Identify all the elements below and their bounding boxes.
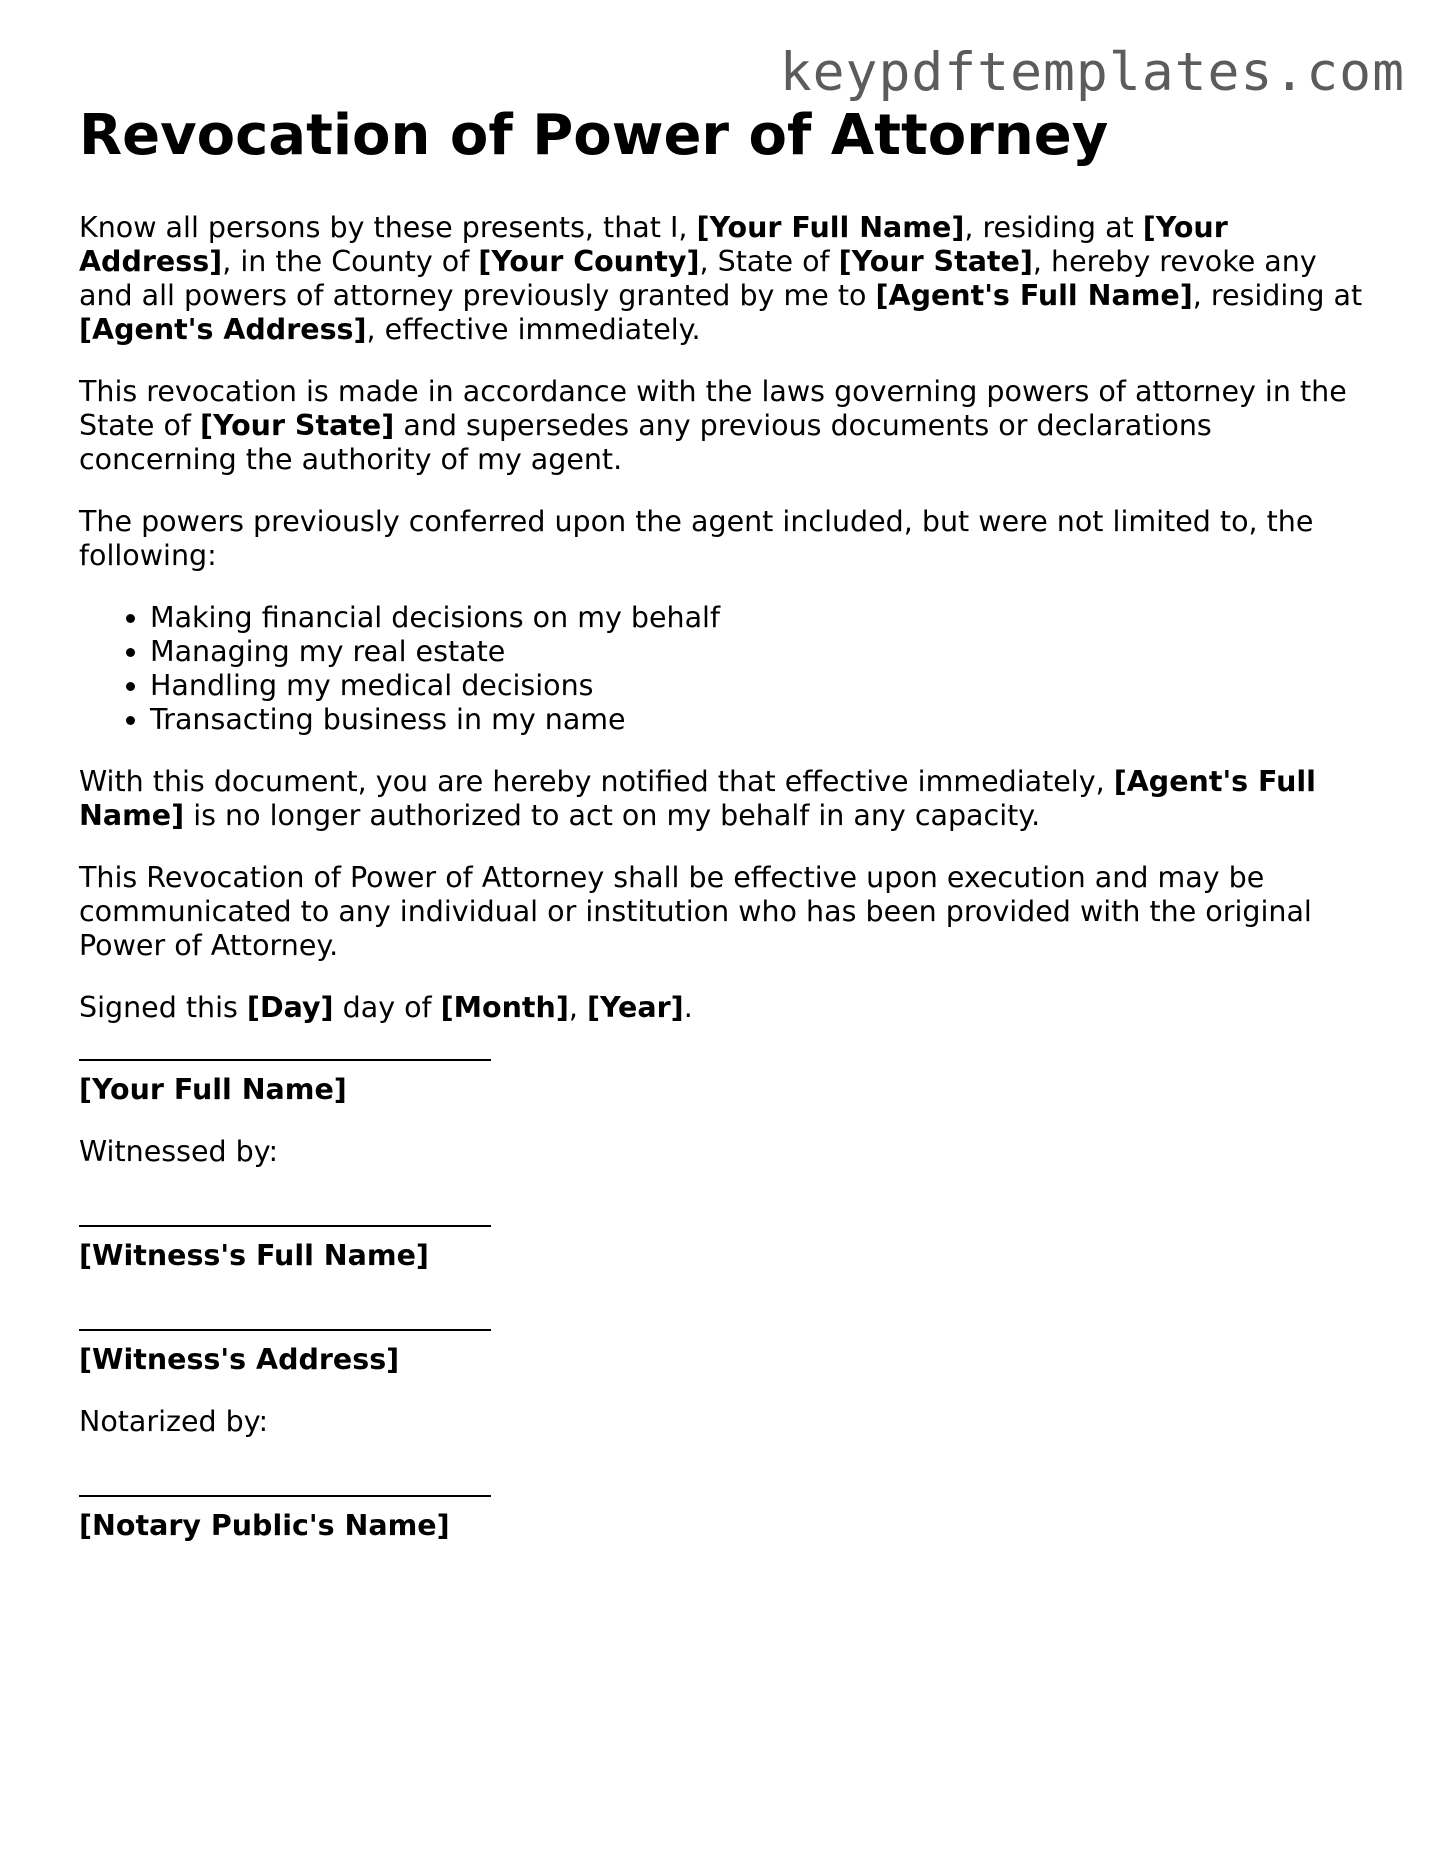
text: . — [683, 991, 693, 1025]
witness-address-block — [79, 1329, 1369, 1377]
state-placeholder: [Your State] — [200, 409, 395, 443]
signature-line[interactable] — [79, 1225, 491, 1227]
signature-line[interactable] — [79, 1059, 491, 1061]
signature-line[interactable] — [79, 1329, 491, 1331]
notary-block — [79, 1495, 1369, 1543]
text: With this document, you are hereby notified that effective immediately, — [79, 765, 1114, 799]
effective-paragraph: This Revocation of Power of Attorney shall be effective upon execution and may be communicated to any individual or institution who has been provided with the original Power of Attorney. — [79, 861, 1312, 963]
powers-list — [79, 601, 1369, 737]
text: and supersedes any previous documents or declarations concerning the authority of my agent. — [79, 409, 1212, 477]
principal-signature-block — [79, 1059, 1369, 1107]
witness-name-label: [Witness's Full Name] — [79, 1239, 429, 1273]
text: , residing at — [1192, 279, 1363, 313]
notification-paragraph — [79, 765, 1369, 833]
notarized-by-label: Notarized by: — [79, 1405, 269, 1439]
text: , residing at — [964, 211, 1143, 245]
agent-name-placeholder: [Agent's Full Name] — [875, 279, 1193, 313]
text: Signed this — [79, 991, 247, 1025]
text: day of — [333, 991, 441, 1025]
month-placeholder: [Month] — [440, 991, 569, 1025]
text: This revocation is made in accordance with the laws governing powers of attorney in the State of — [79, 375, 1347, 443]
day-placeholder: [Day] — [246, 991, 334, 1025]
state-placeholder: [Your State] — [838, 245, 1033, 279]
list-item: • Transacting business in my name — [150, 703, 1369, 737]
text: is no longer authorized to act on my behalf in any capacity. — [184, 799, 1041, 833]
principal-name-placeholder: [Your Full Name] — [696, 211, 965, 245]
powers-intro-paragraph: The powers previously conferred upon the agent included, but were not limited to, the following: — [79, 505, 1314, 573]
watermark: keypdftemplates.com — [779, 42, 1405, 103]
list-item: • Handling my medical decisions — [150, 669, 1369, 703]
signature-line[interactable] — [79, 1495, 491, 1497]
year-placeholder: [Year] — [586, 991, 684, 1025]
agent-address-placeholder: [Agent's Address] — [79, 313, 367, 347]
document-title: Revocation of Power of Attorney — [79, 103, 1109, 168]
revocation-paragraph — [79, 211, 1369, 347]
witness-name-block — [79, 1225, 1369, 1273]
document-page — [79, 102, 1369, 1571]
notary-name-label: [Notary Public's Name] — [79, 1509, 450, 1543]
text: Know all persons by these presents, that I, — [79, 211, 697, 245]
county-placeholder: [Your County] — [478, 245, 700, 279]
governing-law-paragraph — [79, 375, 1369, 477]
witness-address-label: [Witness's Address] — [79, 1343, 400, 1377]
list-item: • Managing my real estate — [150, 635, 1369, 669]
signed-date-line — [79, 991, 1369, 1025]
agent-name-placeholder: [Agent's Full Name] — [79, 765, 1316, 833]
principal-name-label: [Your Full Name] — [79, 1073, 347, 1107]
text: , hereby revoke any and all powers of attorney previously granted by me to — [79, 245, 1317, 313]
principal-address-placeholder: [Your Address] — [79, 211, 1228, 279]
text: , in the County of — [222, 245, 479, 279]
text: , State of — [699, 245, 839, 279]
text: , effective immediately. — [366, 313, 701, 347]
list-item: • Making financial decisions on my behalf — [150, 601, 1369, 635]
witnessed-by-label: Witnessed by: — [79, 1135, 279, 1169]
text: , — [568, 991, 587, 1025]
